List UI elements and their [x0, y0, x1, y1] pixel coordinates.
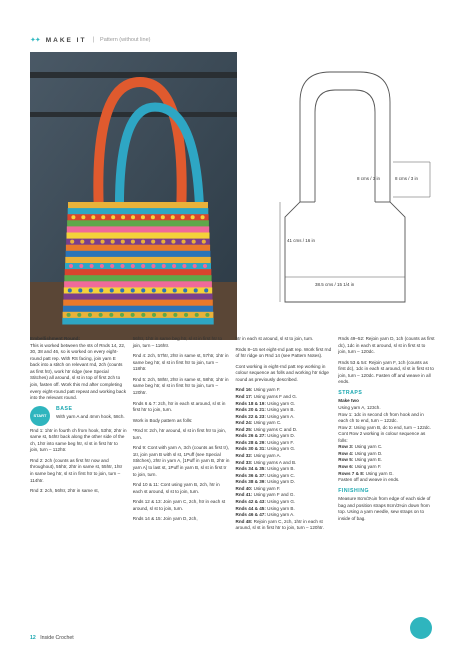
- puff-stitch: [193, 264, 197, 268]
- puff-stitch: [131, 313, 135, 317]
- puff-stitch: [161, 240, 165, 244]
- puff-stitch: [111, 240, 115, 244]
- puff-stitch: [172, 264, 176, 268]
- base-intro: With yarn A and 4mm hook, 58ch.: [56, 414, 125, 420]
- strap-rows-list: [338, 444, 435, 483]
- bag-stripe: [67, 233, 210, 240]
- puff-stitch: [163, 313, 167, 317]
- strap-row-item: Row 4: Using yarn D.: [338, 450, 383, 456]
- col3-p2: Rnds 8–15 set eight-rnd patt rep. Work first rnd of htr ridge on Rnd 14 (see Pattern Notes).: [235, 346, 332, 359]
- column-2: [133, 336, 230, 636]
- bag-stripe: [65, 257, 210, 264]
- strap-step-3: Row 2: Using yarn B, dc to end, turn – 122dc.: [338, 424, 431, 430]
- puff-stitch: [121, 215, 125, 219]
- puff-stitch: [152, 288, 156, 292]
- puff-stitch: [141, 288, 145, 292]
- puff-stitch: [110, 264, 114, 268]
- round-item: Rnds 46 & 47: Using yarn A.: [235, 512, 295, 518]
- hearts-icon: ✦✦: [30, 37, 40, 44]
- page-header: [30, 36, 150, 44]
- puff-stitch: [171, 215, 175, 219]
- col2-p3: Rnd 5: 2ch, 58htr, 2htr in same st, 58htr, 1htr in same beg htr, sl st in first htr to join, turn – 120htr.: [132, 376, 229, 395]
- bag-stripe: [64, 281, 212, 288]
- puff-stitch: [201, 215, 205, 219]
- puff-stitch: [89, 288, 93, 292]
- puff-stitch: [152, 313, 156, 317]
- bag-stripe: [63, 306, 213, 313]
- finishing-heading: FINISHING: [338, 487, 369, 494]
- bag-height-label: 41 cms / 16 in: [287, 238, 316, 243]
- bag-stripe: [66, 239, 210, 246]
- puff-stitch: [101, 240, 105, 244]
- col2-p10: Rnds 14 & 15: Join yarn D, 2ch,: [132, 516, 198, 522]
- puff-stitch: [181, 215, 185, 219]
- puff-stitch: [151, 240, 155, 244]
- puff-stitch: [80, 240, 84, 244]
- puff-stitch: [81, 215, 85, 219]
- puff-stitch: [99, 288, 103, 292]
- puff-stitch: [173, 288, 177, 292]
- puff-stitch: [141, 264, 145, 268]
- make-two: Make two: [338, 398, 359, 404]
- strap-row-item: Row 6: Using yarn F.: [338, 464, 382, 469]
- col4-p1: Rnds 49–52: Rejoin yarn D, 1ch (counts as first dc), 1dc in each st around, sl st in first st to join, turn – 120dc.: [338, 336, 435, 355]
- puff-stitch: [68, 288, 72, 292]
- magazine-name: Inside Crochet: [40, 635, 74, 641]
- round-item: Rnds 34 & 35: Using yarn B.: [235, 466, 295, 472]
- strap-row-item: Row 3: Using yarn C.: [338, 444, 383, 450]
- bag-stripe: [67, 220, 209, 227]
- col3-p1: htr in each st around, sl st to join, turn.: [235, 336, 314, 341]
- colour-sequence-list: [236, 387, 333, 531]
- puff-stitch: [120, 288, 124, 292]
- col2-p1: 56htr, 1htr in same beg htr, sl st in first htr to join, turn – 116htr.: [132, 336, 223, 348]
- puff-stitch: [110, 288, 114, 292]
- round-item: Rnd 41: Using yarn F and G.: [235, 492, 295, 498]
- straps-heading: STRAPS: [338, 389, 363, 396]
- bag-schematic: [245, 52, 435, 322]
- embellishment-text: This is worked between the sts of Rnds 14, 22, 30, 38 and 46, so is worked on every eight-round patt rep. With RS facing, join yarn E back into a stitch on relevant rnd, 2ch (counts as first htr), work htr ridge (see Special Stitches) all around, sl st in top of first 2ch to join, fasten off. Work this rnd after completing every eight-round patt repeat and working back into the relevant round.: [30, 342, 127, 401]
- puff-stitch: [69, 264, 73, 268]
- round-item: Rnds 18 & 19: Using yarn G.: [235, 400, 296, 406]
- pattern-text: [30, 336, 435, 636]
- round-item: Rnds 36 & 37: Using yarn C.: [235, 472, 295, 478]
- col3-p3: Cont working in eight-rnd patt rep working in colour sequence as folls and working htr ridge round as previously described.: [235, 363, 329, 382]
- puff-stitch: [109, 313, 113, 317]
- bag-stripe: [66, 245, 210, 252]
- bag-stripe: [64, 287, 212, 294]
- round-item: Rnds 28 & 29: Using yarn F.: [235, 439, 294, 445]
- puff-stitch: [205, 313, 209, 317]
- puff-stitch: [77, 313, 81, 317]
- embellishment-title: Embellishment Round:: [30, 336, 81, 341]
- column-4: [338, 336, 435, 636]
- page-number: 12: [30, 635, 36, 641]
- puff-stitch: [184, 313, 188, 317]
- round-item: Rnds 44 & 45: Using yarn B.: [235, 505, 295, 511]
- col2-p7: Rnd 9: Cont with yarn A, 3ch (counts as first tr), 1tr, join yarn B with sl st, 1Puff (see Special Stitches), 2htr in yarn A, [1Puff in yarn B, 2htr in yarn A] to last st, 1Puff in yarn B, sl st in first tr to join, turn.: [132, 445, 230, 477]
- round-item: Rnd 40: Using yarn F.: [235, 485, 281, 491]
- puff-stitch: [88, 313, 92, 317]
- strap-row-item: Rows 7 & 8: Using yarn G.: [338, 470, 394, 476]
- puff-stitch: [162, 288, 166, 292]
- round-item: Rnd 33: Using yarns A and B.: [235, 459, 297, 465]
- decorative-badge: [410, 617, 432, 639]
- round-item: Rnd 24: Using yarn C.: [235, 420, 282, 426]
- bag-stripe: [68, 202, 208, 209]
- puff-stitch: [171, 240, 175, 244]
- round-item: Rnds 20 & 21: Using yarn B.: [235, 407, 295, 413]
- round-item: Rnds 30 & 31: Using yarn G.: [235, 446, 296, 452]
- bag-stripe: [64, 275, 211, 282]
- bag-stripe: [68, 208, 209, 215]
- puff-stitch: [162, 264, 166, 268]
- strap-step-1: Using yarn A, 123ch.: [338, 404, 381, 410]
- col2-p5: Work in Body pattern as folls:: [132, 417, 193, 423]
- puff-stitch: [195, 313, 199, 317]
- col2-p4: Rnds 6 & 7: 2ch, htr in each st around, sl st in first htr to join, turn.: [132, 400, 226, 413]
- page-footer: [30, 635, 74, 641]
- puff-stitch: [131, 288, 135, 292]
- bag-width-label: 38.5 cms / 15 1/4 in: [315, 282, 355, 287]
- puff-stitch: [90, 240, 94, 244]
- puff-stitch: [191, 215, 195, 219]
- handle-height-label: 8 cms / 3 in: [357, 176, 381, 181]
- strap-step-2: Row 1: 1dc in second ch from hook and in each ch to end, turn – 122dc.: [338, 411, 424, 424]
- round-item: Rnds 26 & 27: Using yarn D.: [235, 433, 295, 439]
- rnd-3: Rnd 3: 2ch, 56htr, 2htr in same st,: [30, 488, 99, 494]
- round-item: Rnd 25: Using yarns C and D.: [235, 426, 298, 432]
- col2-p9: Rnds 12 & 13: Join yarn C, 2ch, htr in each st around, sl st to join, turn.: [132, 499, 226, 511]
- round-item: Rnd 48: Rejoin yarn C, 2ch, 1htr in each st around, sl st in first htr to join, turn – 120htr.: [235, 518, 324, 531]
- base-heading: BASE: [56, 405, 73, 412]
- strap-step-4: Cont Row 2 working in colour sequence as folls:: [338, 431, 426, 443]
- strap-row-item: Fasten off and weave in ends.: [338, 477, 400, 483]
- puff-stitch: [70, 240, 74, 244]
- puff-stitch: [151, 264, 155, 268]
- bag-stripe: [63, 300, 213, 307]
- section-subtitle: Pattern (without line): [100, 37, 151, 43]
- puff-stitch: [79, 264, 83, 268]
- puff-stitch: [71, 215, 75, 219]
- puff-stitch: [90, 264, 94, 268]
- puff-stitch: [183, 288, 187, 292]
- bag-stripe: [65, 263, 211, 270]
- puff-stitch: [151, 215, 155, 219]
- bag-stripe: [66, 251, 211, 258]
- puff-stitch: [121, 240, 125, 244]
- puff-stitch: [101, 215, 105, 219]
- bag-body: [62, 202, 213, 325]
- puff-stitch: [91, 215, 95, 219]
- col2-p2: Rnd 4: 2ch, 57htr, 2htr in same st, 57htr, 1htr in same beg htr, sl st in first htr to join, turn – 118htr.: [132, 353, 229, 372]
- puff-stitch: [100, 264, 104, 268]
- rnd-2: Rnd 2: 2ch (counts as first htr now and throughout), 55htr, 2htr in same st, 55htr, 1htr in same beg htr, sl st in first htr to join, turn – 114htr.: [30, 457, 123, 483]
- start-badge: START: [30, 406, 50, 426]
- handle-width-label: 8 cms / 3 in: [395, 176, 419, 181]
- puff-stitch: [192, 240, 196, 244]
- puff-stitch: [141, 313, 145, 317]
- puff-stitch: [182, 264, 186, 268]
- puff-stitch: [161, 215, 165, 219]
- puff-stitch: [111, 215, 115, 219]
- rnd-1: Rnd 1: 1htr in fourth ch from hook, 53htr, 2htr in same st, 54htr back along the other side of the ch, 1htr into same beg htr, sl st in first htr to join, turn – 112htr.: [30, 427, 127, 453]
- bag-photo-illustration: [30, 52, 237, 340]
- col2-p6: *Rnd 8: 2ch, htr around, sl st in first htr to join, turn.: [132, 428, 226, 440]
- header-divider: |: [92, 37, 95, 43]
- puff-stitch: [131, 264, 135, 268]
- puff-stitch: [173, 313, 177, 317]
- bag-stripe: [67, 214, 208, 221]
- puff-stitch: [131, 240, 135, 244]
- col2-p8: Rnd 10 & 11: Cont using yarn B, 2ch, htr in each st around, sl st to join, turn.: [132, 482, 220, 494]
- puff-stitch: [203, 264, 207, 268]
- puff-stitch: [120, 313, 124, 317]
- puff-stitch: [194, 288, 198, 292]
- round-item: Rnd 16: Using yarn F.: [235, 387, 281, 393]
- puff-stitch: [131, 215, 135, 219]
- puff-stitch: [202, 240, 206, 244]
- bag-stripe: [64, 294, 213, 301]
- section-title: MAKE IT: [45, 36, 87, 44]
- puff-stitch: [121, 264, 125, 268]
- bag-stripe: [62, 318, 213, 325]
- round-item: Rnds 22 & 23: Using yarn A.: [235, 413, 295, 419]
- round-item: Rnds 42 & 43: Using yarn G.: [235, 498, 296, 504]
- column-3: [236, 336, 333, 636]
- puff-stitch: [99, 313, 103, 317]
- puff-stitch: [182, 240, 186, 244]
- col4-p2: Rnds 53 & 54: Rejoin yarn F, 1ch (counts as first dc), 1dc in each st around, sl st in first st to join, turn – 120dc. Fasten off and weave in all ends.: [338, 359, 434, 385]
- bag-stripe: [63, 312, 214, 319]
- puff-stitch: [141, 240, 145, 244]
- round-item: Rnd 32: Using yarn A.: [235, 453, 281, 458]
- column-1: [30, 336, 127, 636]
- finishing-text: Measure 8cm/3¼in from edge of each side of bag and position straps 8cm/3¼in down from top. Using a yarn needle, sew straps on to inside of bag.: [338, 496, 431, 521]
- puff-stitch: [78, 288, 82, 292]
- round-item: Rnds 38 & 39: Using yarn D.: [235, 479, 295, 485]
- bag-stripe: [65, 269, 212, 276]
- puff-stitch: [141, 215, 145, 219]
- puff-stitch: [204, 288, 208, 292]
- round-item: Rnd 17: Using yarns F and G.: [235, 393, 298, 399]
- puff-stitch: [67, 313, 71, 317]
- bag-stripe: [67, 226, 209, 233]
- bag-photo: [30, 52, 237, 340]
- strap-row-item: Row 5: Using yarn E.: [338, 457, 383, 463]
